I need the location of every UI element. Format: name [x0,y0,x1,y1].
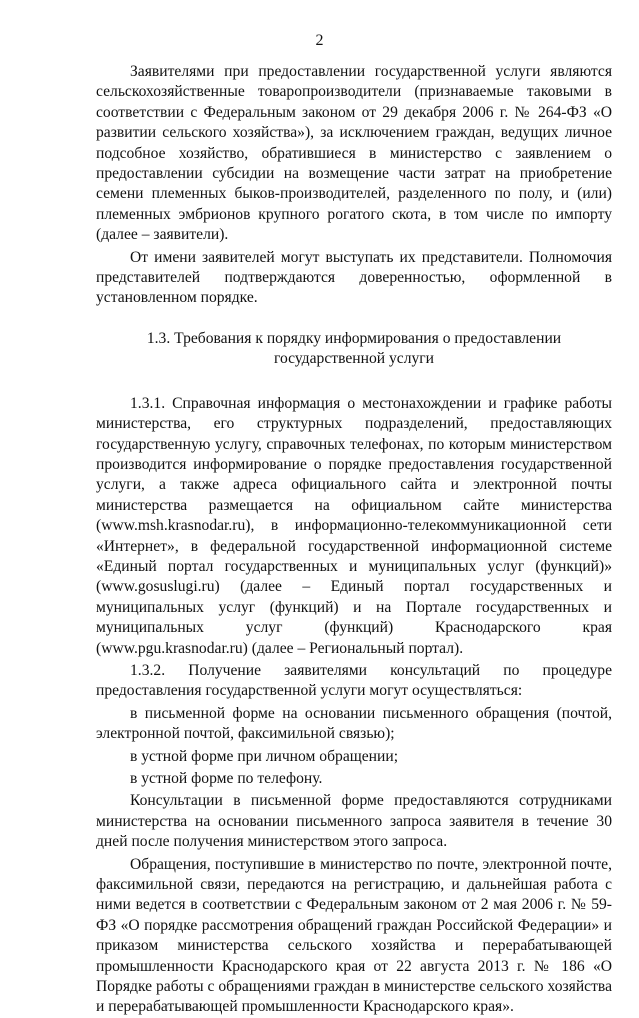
paragraph-representatives: От имени заявителей могут выступать их представители. Полномочия представителей подтверждаются доверенностью, оформленной в установленном порядке. [96,248,612,307]
paragraph-oral-in-person: в устной форме при личном обращении; [130,747,399,765]
paragraph-applicants: Заявителями при предоставлении государственной услуги являются сельскохозяйственные товаропроизводители (признаваемые таковыми в соответствии с Федеральным законом от 29 декабря 2006 г. № 264-ФЗ «О развитии сельского хозяйства»), за исключением граждан, ведущих личное подсобное хозяйство, обратившиеся в министерство с заявлением о предоставлении субсидии на возмещение части затрат на приобретение семени племенных быков-производителей, разделенного по полу, и (или) племенных эмбрионов крупного рогатого скота, в том числе по импорту (далее – заявители). [96,63,612,244]
paragraph-appeals: Обращения, поступившие в министерство по почте, электронной почте, факсимильной связи, передаются на регистрацию, и дальнейшая работа с ними ведется в соответствии с Федеральным законом от 2 мая 2006 г. № 59-ФЗ «О порядке рассмотрения обращений граждан Российской Федерации» и приказом министерства сельского хозяйства и перерабатывающей промышленности Краснодарского края от 22 августа 2013 г. № 186 «О Порядке работы с обращениями граждан в министерстве сельского хозяйства и перерабатывающей промышленности Краснодарского края». [96,855,612,1016]
paragraph-written-form: в письменной форме на основании письменного обращения (почтой, электронной почтой, факсимильной связью); [96,704,612,743]
paragraph-oral-phone: в устной форме по телефону. [130,770,323,787]
paragraph-written-consultations: Консультации в письменной форме предоставляются сотрудниками министерства на основании письменного запроса заявителя в течение 30 дней после получения министерством этого запроса. [96,792,612,851]
section-heading-line-2: государственной услуги [273,350,435,368]
paragraph-1-3-2: 1.3.2. Получение заявителями консультаций по процедуре предоставления государственной услуги могут осуществляться: [96,661,612,700]
page-number: 2 [315,32,324,49]
document-body [96,62,612,1018]
paragraph-1-3-1: 1.3.1. Справочная информация о местонахождении и графике работы министерства, его структурных подразделений, предоставляющих государственную услугу, справочных телефонах, по которым министерством производится информирование о порядке предоставления государственной услуги, а также адреса официального сайта и электронной почты министерства размещается на официальном сайте министерства (www.msh.krasnodar.ru), в информационно-телекоммуникационной сети «Интернет», в федеральной государственной информационной системе «Единый портал государственных и муниципальных услуг (функций)» (www.gosuslugi.ru) (далее – Единый портал государственных и муниципальных услуг (функций) и на Портале государственных и муниципальных услуг (функций) Краснодарского края (www.pgu.krasnodar.ru) (далее – Региональный портал). [96,394,612,657]
section-heading [96,329,612,370]
section-heading-line-1: 1.3. Требования к порядку информирования о предоставлении [146,329,562,347]
